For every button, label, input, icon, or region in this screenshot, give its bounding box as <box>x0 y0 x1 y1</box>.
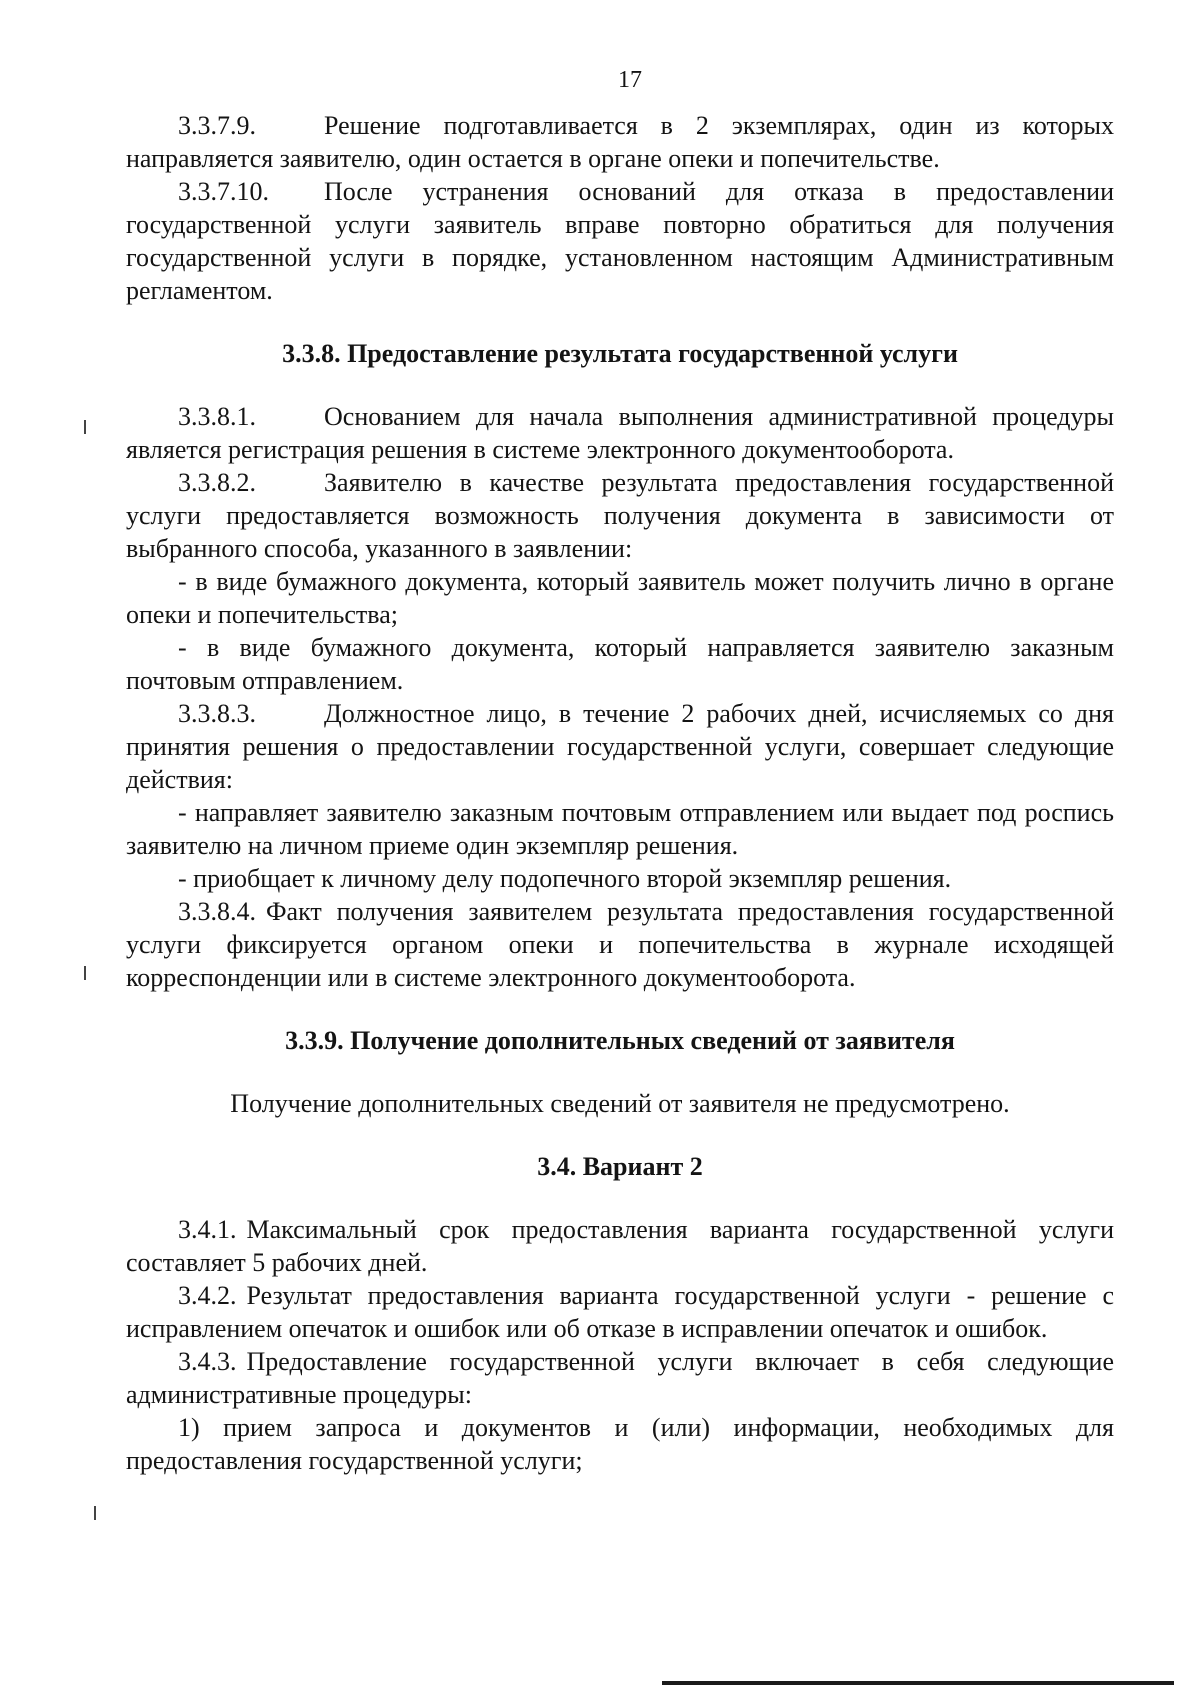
paragraph-3-4-1 <box>126 1213 1114 1279</box>
section-heading-3-4: 3.4. Вариант 2 <box>537 1152 703 1181</box>
clause-text: Максимальный срок предоставления варианта государственной услуги составляет 5 рабочих дней. <box>126 1215 1114 1277</box>
clause-number: 3.4.2. <box>178 1281 237 1310</box>
clause-number: 3.3.8.2. <box>178 468 256 497</box>
paragraph-3-3-7-10 <box>126 175 1114 307</box>
clause-number: 3.3.8.3. <box>178 699 256 728</box>
paragraph-3-3-7-9 <box>126 109 1114 175</box>
page-number: 17 <box>618 67 642 93</box>
paragraph-3-3-8-4 <box>126 895 1114 994</box>
paragraph-3-4-2 <box>126 1279 1114 1345</box>
bottom-rule <box>662 1681 1174 1685</box>
paragraph-3-4-3 <box>126 1345 1114 1411</box>
clause-text: Основанием для начала выполнения административной процедуры является регистрация решения в системе электронного документооборота. <box>126 402 1114 464</box>
paragraph-3-3-8-2 <box>126 466 1114 565</box>
scan-mark <box>84 966 86 980</box>
bullet-paper-in-person: - в виде бумажного документа, который заявитель может получить лично в органе опеки и попечительства; <box>126 567 1114 629</box>
clause-text: Должностное лицо, в течение 2 рабочих дней, исчисляемых со дня принятия решения о предоставлении государственной услуги, совершает следующие действия: <box>126 699 1114 794</box>
clause-text: Предоставление государственной услуги включает в себя следующие административные процедуры: <box>126 1347 1114 1409</box>
clause-text: После устранения оснований для отказа в предоставлении государственной услуги заявитель вправе повторно обратиться для получения государственной услуги в порядке, установленном настоящим Административным регламентом. <box>126 177 1114 305</box>
section-heading-3-3-8: 3.3.8. Предоставление результата государственной услуги <box>282 339 958 368</box>
clause-text: Решение подготавливается в 2 экземплярах, один из которых направляется заявителю, один остается в органе опеки и попечительстве. <box>126 111 1114 173</box>
clause-number: 3.3.7.9. <box>178 111 256 140</box>
scan-mark <box>94 1506 96 1520</box>
section-heading-3-3-9: 3.3.9. Получение дополнительных сведений от заявителя <box>285 1026 955 1055</box>
clause-number: 3.4.3. <box>178 1347 237 1376</box>
clause-text: Результат предоставления варианта государственной услуги - решение с исправлением опечаток и ошибок или об отказе в исправлении опечаток и ошибок. <box>126 1281 1114 1343</box>
clause-text: Заявителю в качестве результата предоставления государственной услуги предоставляется возможность получения документа в зависимости от выбранного способа, указанного в заявлении: <box>126 468 1114 563</box>
clause-number: 3.3.7.10. <box>178 177 269 206</box>
scan-mark <box>84 420 86 434</box>
clause-number: 3.4.1. <box>178 1215 237 1244</box>
bullet-attach-to-file: - приобщает к личному делу подопечного второй экземпляр решения. <box>178 864 952 893</box>
paragraph-3-3-8-1 <box>126 400 1114 466</box>
bullet-send-or-hand-over: - направляет заявителю заказным почтовым отправлением или выдает под роспись заявителю на личном приеме один экземпляр решения. <box>126 798 1114 860</box>
paragraph-3-3-9: Получение дополнительных сведений от заявителя не предусмотрено. <box>230 1089 1010 1118</box>
list-item-1: 1) прием запроса и документов и (или) информации, необходимых для предоставления государственной услуги; <box>126 1413 1114 1475</box>
clause-text: Факт получения заявителем результата предоставления государственной услуги фиксируется органом опеки и попечительства в журнале исходящей корреспонденции или в системе электронного документооборота. <box>126 897 1114 992</box>
paragraph-3-3-8-3 <box>126 697 1114 796</box>
clause-number: 3.3.8.1. <box>178 402 256 431</box>
bullet-paper-by-mail: - в виде бумажного документа, который направляется заявителю заказным почтовым отправлением. <box>126 633 1114 695</box>
clause-number: 3.3.8.4. <box>178 897 256 926</box>
